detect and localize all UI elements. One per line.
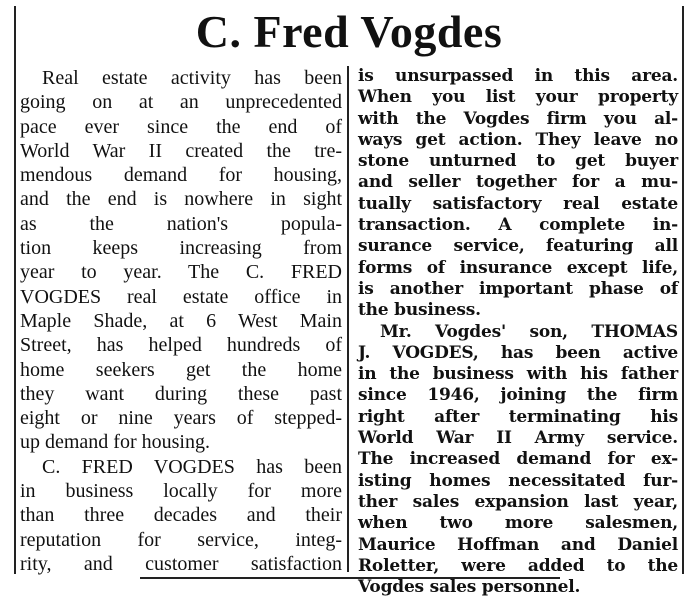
- left-line: Street, has helped hundreds of: [20, 334, 342, 357]
- right-line: right after terminating his: [358, 406, 678, 427]
- right-line: is unsurpassed in this area.: [358, 66, 678, 86]
- right-line: Vogdes sales personnel.: [358, 577, 581, 598]
- right-line: and seller together for a mu-: [358, 172, 678, 193]
- right-line: with the Vogdes firm you al-: [358, 108, 678, 129]
- left-line: going on at an unprecedented: [20, 91, 342, 114]
- left-line: year to year. The C. FRED: [20, 261, 342, 284]
- right-line: Mr. Vogdes' son, THOMAS: [380, 321, 678, 342]
- left-line: as the nation's popula-: [20, 212, 342, 235]
- left-line: in business locally for more: [20, 480, 342, 503]
- left-border-rule: [14, 6, 16, 574]
- left-column: [20, 66, 342, 576]
- left-line: C. FRED VOGDES has been: [42, 455, 342, 478]
- left-line: mendous demand for housing,: [20, 164, 342, 187]
- right-line: tually satisfactory real estate: [358, 193, 678, 214]
- right-line: Maurice Hoffman and Daniel: [358, 534, 678, 555]
- right-line: the business.: [358, 300, 481, 321]
- left-line: and the end is nowhere in sight: [20, 188, 342, 211]
- left-line: Real estate activity has been: [42, 67, 342, 89]
- left-line: than three decades and their: [20, 504, 342, 527]
- right-line: ther sales expansion last year,: [358, 491, 678, 512]
- right-line: is another important phase of: [358, 278, 678, 299]
- right-line: in the business with his father: [358, 364, 678, 385]
- left-line: up demand for housing.: [20, 431, 210, 454]
- right-border-rule: [682, 6, 684, 574]
- right-line: since 1946, joining the firm: [358, 385, 678, 406]
- left-line: eight or nine years of stepped-: [20, 407, 342, 430]
- right-line: isting homes necessitated fur-: [358, 470, 678, 491]
- right-column: [358, 66, 678, 598]
- left-line: they want during these past: [20, 382, 342, 405]
- right-line: when two more salesmen,: [358, 513, 678, 534]
- right-line: The increased demand for ex-: [358, 449, 678, 470]
- article-headline: C. Fred Vogdes: [195, 6, 503, 57]
- left-line: rity, and customer satisfaction: [20, 552, 342, 575]
- right-line: Roletter, were added to the: [358, 555, 678, 576]
- left-line: VOGDES real estate office in: [20, 285, 342, 308]
- right-line: surance service, featuring all: [358, 236, 678, 257]
- left-line: reputation for service, integ-: [20, 528, 342, 551]
- right-line: stone unturned to get buyer: [358, 151, 678, 172]
- column-divider-rule: [347, 66, 349, 572]
- right-line: ways get action. They leave no: [358, 129, 678, 150]
- left-line: Maple Shade, at 6 West Main: [20, 309, 342, 332]
- left-line: tion keeps increasing from: [20, 237, 342, 260]
- right-line: J. VOGDES, has been active: [358, 342, 678, 363]
- left-line: home seekers get the home: [20, 358, 342, 381]
- right-line: transaction. A complete in-: [358, 215, 678, 236]
- left-line: pace ever since the end of: [20, 115, 342, 138]
- right-line: World War II Army service.: [358, 428, 678, 449]
- right-line: When you list your property: [358, 87, 678, 108]
- left-line: World War II created the tre-: [20, 139, 342, 162]
- right-line: forms of insurance except life,: [358, 257, 678, 278]
